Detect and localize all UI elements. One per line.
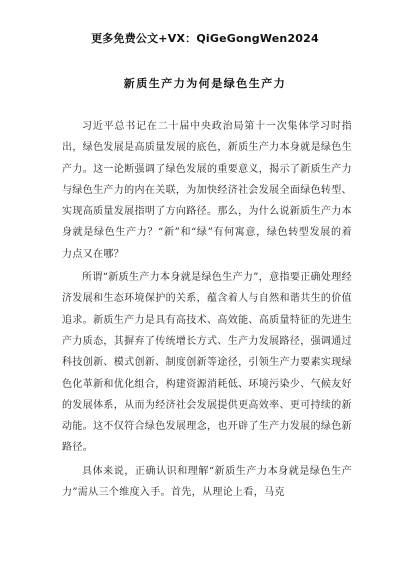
paragraph-3: 具体来说，正确认识和理解“新质生产力本身就是绿色生产力”需从三个维度入手。首先，从理论上看，马克 <box>62 465 352 499</box>
document-title: 新质生产力为何是绿色生产力 <box>123 77 287 90</box>
paragraph-1: 习近平总书记在二十届中央政治局第十一次集体学习时指出，绿色发展是高质量发展的底色，新质生产力本身就是绿色生产力。这一论断强调了绿色发展的重要意义，揭示了新质生产力与绿色生产力的内在关联，为加快经济社会发展全面绿色转型、实现高质量发展指明了方向路径。那么，为什么说新质生产力本身就是绿色生产力？“新”和“绿”有何寓意，绿色转型发展的着力点又在哪？ <box>62 121 352 260</box>
document-body <box>62 116 352 505</box>
header-note: 更多免费公文+VX：QiGeGongWen2024 <box>91 32 319 45</box>
paragraph-2: 所谓“新质生产力本身就是绿色生产力”，意指要正确处理经济发展和生态环境保护的关系，蕴含着人与自然和谐共生的价值追求。新质生产力是具有高技术、高效能、高质量特征的先进生产力质态，其摒弃了传统增长方式、生产力发展路径，强调通过科技创新、模式创新、制度创新等途径，引领生产力要素实现绿色化革新和优化组合，构建资源消耗低、环境污染少、气候友好的发展体系，从而为经济社会发展提供更高效率、更可持续的新动能。这不仅符合绿色发展理念，也开辟了生产力发展的绿色新路径。 <box>62 272 352 454</box>
